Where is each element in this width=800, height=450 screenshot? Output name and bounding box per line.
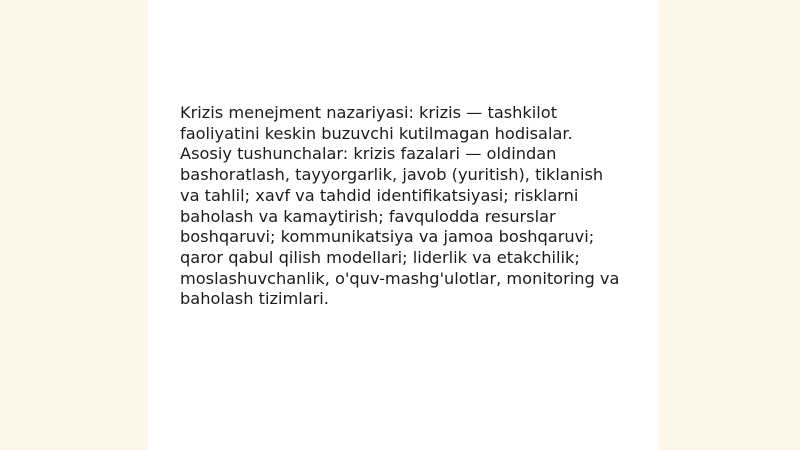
body-paragraph: Krizis menejment nazariyasi: krizis — tashkilot faoliyatini keskin buzuvchi kutilmagan hodisalar. Asosiy tushunchalar: krizis fazalari — oldindan bashoratlash, tayyorgarlik, javob (yuritish), tiklanish va tahlil; xavf va tahdid identifikatsiyasi; risklarni baholash va kamaytirish; favqulodda resurslar boshqaruvi; kommunikatsiya va jamoa boshqaruvi; qaror qabul qilish modellari; liderlik va etakchilik; moslashuvchanlik, o'quv-mashg'ulotlar, monitoring va baholash tizimlari.	[180, 103, 620, 309]
document-page	[148, 0, 658, 450]
